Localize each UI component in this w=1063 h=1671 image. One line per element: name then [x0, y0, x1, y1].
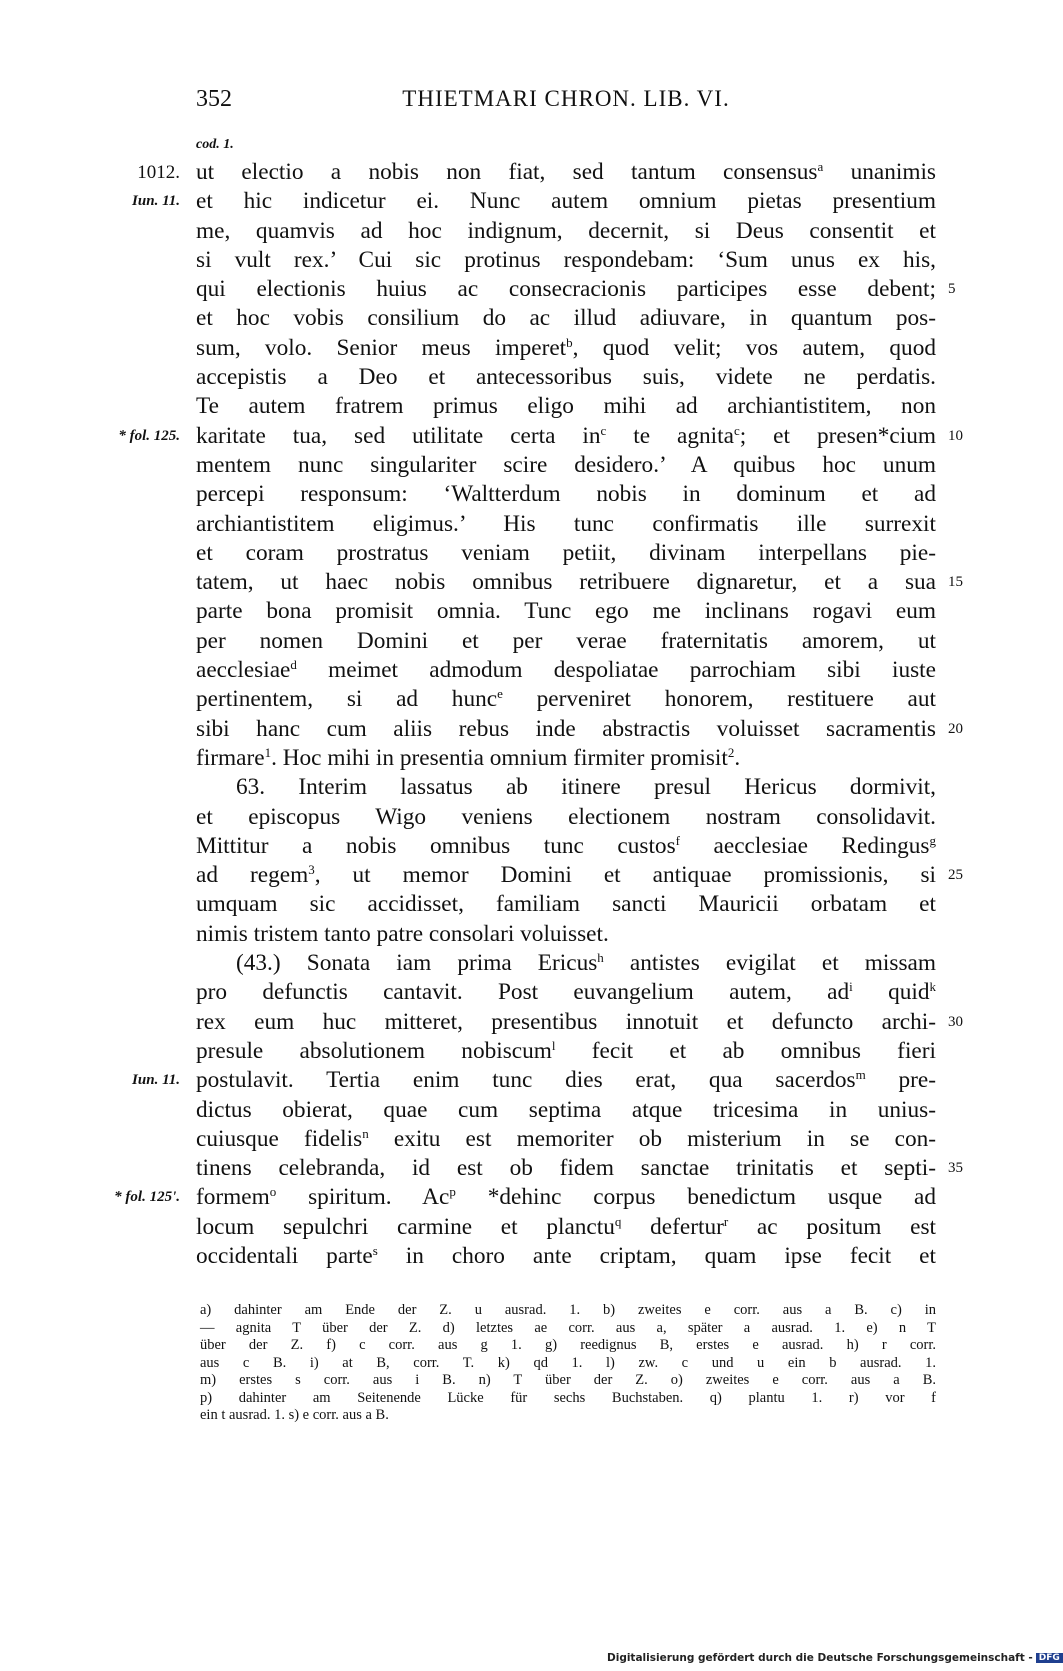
text-line	[196, 1037, 936, 1066]
text-span: aecclesiae	[196, 657, 291, 684]
text-line	[196, 1125, 936, 1154]
footnote-marker: n	[362, 1125, 369, 1141]
text-span: , quod velit; vos autem, quod	[572, 334, 936, 361]
text-line	[196, 246, 936, 275]
text-line	[196, 715, 963, 744]
dfg-logo: DFG	[1036, 1653, 1063, 1663]
text-line	[196, 568, 963, 597]
text-span: ad regem	[196, 862, 309, 889]
text-span: unanimis	[823, 159, 937, 185]
text-line	[196, 978, 936, 1007]
text-span: me, quamvis ad hoc indignum, decernit, si Deus consentit et	[196, 217, 936, 244]
text-span: ac positum est	[728, 1213, 936, 1240]
text-span: pertinentem, si ad hunc	[196, 686, 498, 713]
footnote-marker: 2	[727, 744, 735, 760]
text-span: occidentali parte	[196, 1242, 373, 1269]
margin-note: 1012.	[137, 162, 180, 183]
text-line	[196, 627, 936, 656]
text-span: postulavit. Tertia enim tunc dies erat, qua sacerdos	[196, 1067, 856, 1094]
text-span: dictus obierat, quae cum septima atque tricesima in unius-	[196, 1096, 936, 1123]
footnote-marker: 1	[264, 744, 272, 760]
text-span: ; et presen*cium	[739, 422, 936, 449]
margin-note: Iun. 11.	[132, 1072, 180, 1089]
footnote-line: a) dahinter am Ende der Z. u ausrad. 1. b) zweites e corr. aus a B. c) in	[200, 1302, 936, 1318]
text-span: per nomen Domini et per verae fraternitatis amorem, ut	[196, 627, 936, 654]
text-span: pro defunctis cantavit. Post euvangelium autem, ad	[196, 979, 850, 1006]
text-line	[196, 656, 936, 685]
text-span: aecclesiae Redingus	[679, 832, 930, 859]
text-span: percepi responsum: ‘Waltterdum nobis in dominum et ad	[196, 481, 936, 508]
text-span: exitu est memoriter ob misterium in se con-	[368, 1125, 936, 1152]
text-span: mentem nunc singulariter scire desidero.’ A quibus hoc unum	[196, 451, 936, 478]
footnote-marker: k	[929, 979, 936, 995]
text-line	[196, 685, 936, 714]
footnote-marker: d	[290, 657, 297, 673]
text-line	[196, 832, 936, 861]
page-number: 352	[196, 86, 232, 112]
text-line	[196, 539, 936, 568]
text-span: rex eum huc mitteret, presentibus innotuit et defuncto archi-	[196, 1008, 936, 1035]
text-span: accepistis a Deo et antecessoribus suis, videte ne perdatis.	[196, 364, 936, 391]
text-line	[196, 1008, 963, 1037]
digitization-credit	[607, 1652, 1063, 1664]
text-line	[196, 920, 936, 949]
text-span: tatem, ut haec nobis omnibus retribuere dignaretur, et a sua	[196, 569, 936, 596]
footnote-marker: i	[849, 979, 853, 995]
margin-note: * fol. 125.	[118, 427, 180, 444]
text-span: parte bona promisit omnia. Tunc ego me inclinans rogavi eum	[196, 598, 936, 625]
text-line	[132, 187, 936, 216]
text-span: sum, volo. Senior meus imperet	[196, 334, 567, 361]
footnote-marker: 3	[308, 862, 315, 878]
text-span: Mittitur a nobis omnibus tunc custos	[196, 832, 676, 859]
text-line	[196, 597, 936, 626]
line-number: 20	[948, 720, 963, 737]
footnote-marker: a	[817, 159, 824, 174]
text-span: si vult rex.’ Cui sic protinus respondebam: ‘Sum unus ex his,	[196, 246, 936, 273]
text-line	[196, 304, 936, 333]
footnote-marker: m	[855, 1067, 866, 1083]
footnote-marker: e	[497, 686, 503, 702]
text-line	[196, 890, 936, 919]
text-span: perveniret honorem, restituere aut	[502, 686, 936, 713]
text-span: qui electionis huius ac consecracionis participes esse debent;	[196, 276, 936, 303]
text-span: defertur	[621, 1213, 724, 1240]
text-line	[132, 1066, 936, 1095]
text-line	[196, 1096, 936, 1125]
text-span: , ut memor Domini et antiquae promissionis, si	[314, 862, 936, 889]
digitization-text: Digitalisierung gefördert durch die Deutsche Forschungsgemeinschaft -	[607, 1652, 1033, 1664]
text-line	[196, 773, 936, 802]
text-span: Te autem fratrem primus eligo mihi ad archiantistitem, non	[196, 393, 936, 420]
text-line	[196, 949, 936, 978]
margin-note: * fol. 125'.	[114, 1189, 180, 1206]
footnotes	[200, 1302, 936, 1425]
text-span: et coram prostratus veniam petiit, divinam interpellans pie-	[196, 539, 936, 566]
text-line	[114, 1183, 937, 1212]
footnote-marker: c	[600, 422, 607, 438]
footnote-marker: r	[723, 1213, 729, 1229]
main-text	[114, 158, 963, 1271]
text-span: meimet admodum despoliatae parrochiam sibi iuste	[296, 657, 936, 684]
text-line	[196, 1242, 936, 1271]
text-line	[196, 275, 956, 304]
text-span: in choro ante criptam, quam ipse fecit et	[377, 1242, 936, 1269]
footnote-marker: h	[597, 950, 604, 966]
text-span: sibi hanc cum aliis rebus inde abstractis voluisset sacramentis	[196, 715, 936, 742]
line-number: 30	[948, 1013, 963, 1030]
text-line	[196, 392, 936, 421]
footnote-marker: g	[929, 832, 936, 848]
text-span: et episcopus Wigo veniens electionem nostram consolidavit.	[196, 803, 936, 830]
footnote-marker: l	[551, 1037, 556, 1053]
page-header	[196, 86, 936, 122]
footnote-marker: f	[675, 832, 680, 848]
footnote-line: m) erstes s corr. aus i B. n) T über der Z. o) zweites e corr. aus a B.	[200, 1372, 936, 1388]
footnote-marker: o	[269, 1184, 277, 1200]
line-number: 10	[948, 427, 963, 444]
footnote-line: ein t ausrad. 1. s) e corr. aus a B.	[200, 1407, 389, 1423]
text-span: (43.) Sonata iam prima Ericus	[236, 950, 598, 977]
running-title: THIETMARI CHRON. LIB. VI.	[402, 86, 730, 111]
text-span: archiantistitem eligimus.’ His tunc confirmatis ille surrexit	[196, 510, 936, 537]
footnote-marker: c	[733, 422, 740, 438]
margin-note: Iun. 11.	[132, 193, 180, 210]
text-span: locum sepulchri carmine et planctu	[196, 1213, 615, 1240]
text-span: et hoc vobis consilium do ac illud adiuvare, in quantum pos-	[196, 305, 936, 332]
footnote-line: p) dahinter am Seitenende Lücke für sechs Buchstaben. q) plantu 1. r) vor f	[200, 1389, 936, 1406]
text-span: te agnita	[606, 422, 734, 449]
text-span: karitate tua, sed utilitate certa in	[196, 422, 601, 449]
text-span: .	[734, 744, 741, 771]
footnote-line: aus c B. i) at B, corr. T. k) qd 1. l) zw. c und u ein b ausrad. 1.	[200, 1354, 936, 1371]
codex-note: cod. 1.	[196, 137, 234, 152]
text-span: tinens celebranda, id est ob fidem sanctae trinitatis et septi-	[196, 1155, 936, 1182]
text-line	[196, 1213, 936, 1242]
text-line	[196, 744, 936, 773]
footnote-line: über der Z. f) c corr. aus g 1. g) reedignus B, erstes e ausrad. h) r corr.	[200, 1337, 936, 1353]
text-span: ut electio a nobis non fiat, sed tantum consensus	[196, 159, 818, 185]
footnote-marker: p	[449, 1184, 456, 1200]
text-line	[196, 334, 936, 363]
text-span: umquam sic accidisset, familiam sancti Mauricii orbatam et	[196, 891, 936, 918]
line-number: 5	[948, 281, 956, 298]
text-span: spiritum. Ac	[276, 1184, 450, 1211]
text-span: cuiusque fidelis	[196, 1125, 363, 1152]
text-line	[196, 451, 936, 480]
text-line	[196, 480, 936, 509]
text-line	[196, 510, 936, 539]
text-span: presule absolutionem nobiscum	[196, 1037, 552, 1064]
text-line	[196, 861, 963, 890]
text-line	[118, 422, 963, 451]
footnote-marker: q	[614, 1213, 622, 1229]
line-number: 25	[948, 867, 963, 884]
line-number: 35	[948, 1160, 963, 1177]
line-number: 15	[948, 574, 963, 591]
text-line	[196, 217, 936, 246]
text-line	[196, 803, 936, 832]
text-span: pre-	[865, 1067, 936, 1094]
text-span: . Hoc mihi in presentia omnium firmiter promisit	[271, 744, 728, 771]
footnote-line: — agnita T über der Z. d) letztes ae corr. aus a, später a ausrad. 1. e) n T	[200, 1319, 936, 1336]
footnote-marker: s	[372, 1242, 378, 1258]
text-line	[137, 158, 937, 187]
text-span: firmare	[196, 744, 265, 771]
text-span: nimis tristem tanto patre consolari voluisset.	[196, 920, 609, 947]
text-span: 63. Interim lassatus ab itinere presul Hericus dormivit,	[236, 774, 936, 801]
text-span: antistes evigilat et missam	[603, 950, 936, 977]
text-line	[196, 363, 936, 392]
text-span: et hic indicetur ei. Nunc autem omnium pietas presentium	[196, 188, 936, 215]
footnote-marker: b	[566, 334, 573, 350]
text-span: *dehinc corpus benedictum usque ad	[455, 1184, 937, 1211]
text-span: fecit et ab omnibus fieri	[555, 1037, 936, 1064]
text-line	[196, 1154, 963, 1183]
text-span: formem	[196, 1184, 270, 1211]
text-span: quid	[852, 979, 930, 1006]
